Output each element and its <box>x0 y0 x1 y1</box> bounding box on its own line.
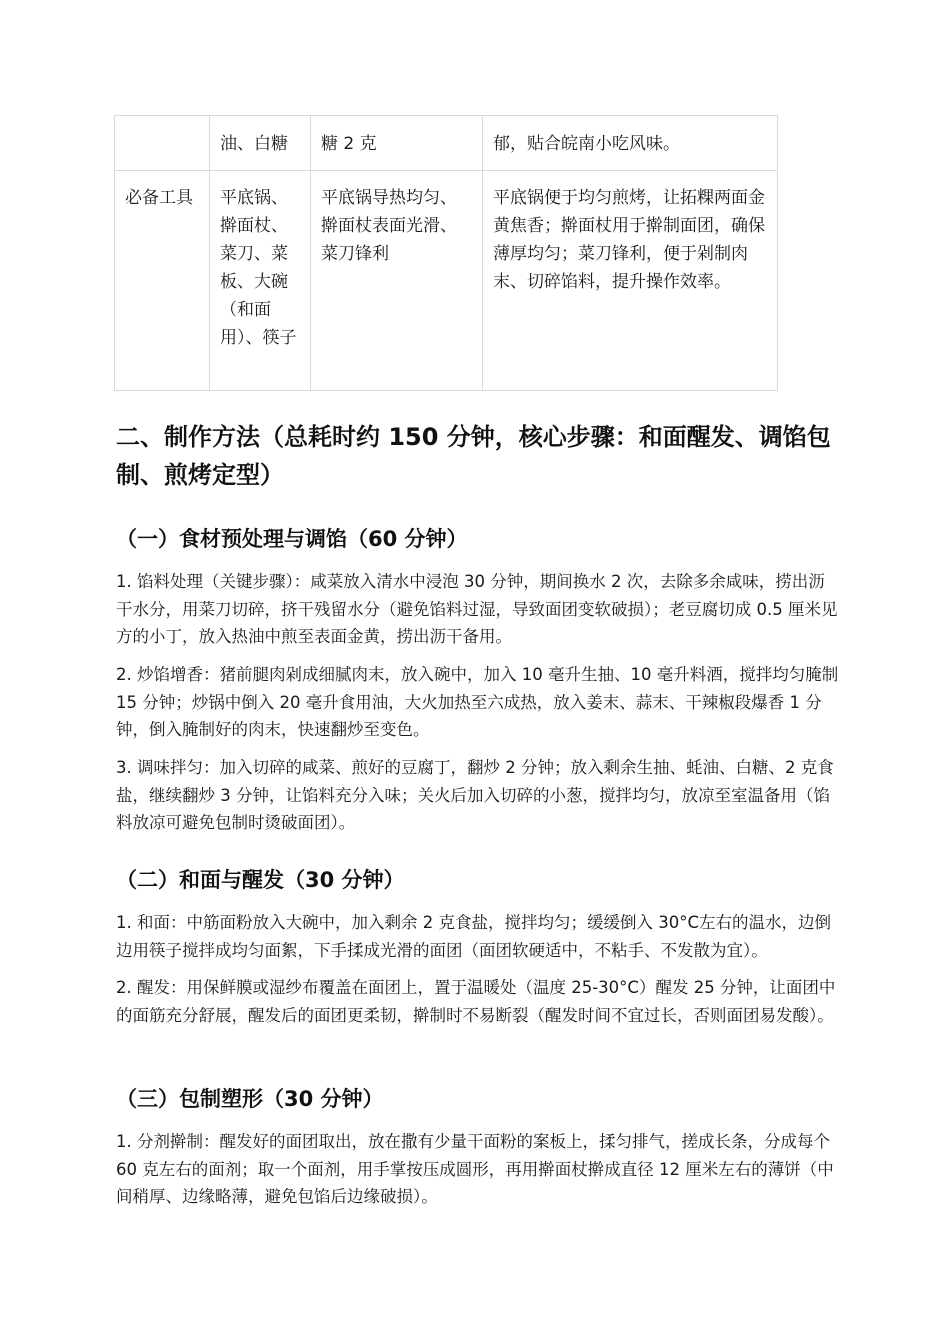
table-cell: 平底锅导热均匀、擀面杖表面光滑、菜刀锋利 <box>311 171 483 391</box>
table-cell-category: 必备工具 <box>115 171 210 391</box>
ingredients-tools-table <box>114 115 778 391</box>
step-paragraph: 1. 馅料处理（关键步骤）：咸菜放入清水中浸泡 30 分钟，期间换水 2 次，去除多余咸味，捞出沥干水分，用菜刀切碎，挤干残留水分（避免馅料过湿，导致面团变软破损）；老豆腐切成 0.5 厘米见方的小丁，放入热油中煎至表面金黄，捞出沥干备用。 <box>116 572 838 646</box>
step-paragraph: 1. 分剂擀制：醒发好的面团取出，放在撒有少量干面粉的案板上，揉匀排气，搓成长条，分成每个 60 克左右的面剂；取一个面剂，用手掌按压成圆形，再用擀面杖擀成直径 12 厘米左右的薄饼（中间稍厚、边缘略薄，避免包馅后边缘破损）。 <box>116 1132 834 1206</box>
step-paragraph: 1. 和面：中筋面粉放入大碗中，加入剩余 2 克食盐，搅拌均匀；缓缓倒入 30°C左右的温水，边倒边用筷子搅拌成均匀面絮，下手揉成光滑的面团（面团软硬适中，不粘手、不发散为宜）。 <box>116 913 831 960</box>
section-heading: 二、制作方法（总耗时约 150 分钟，核心步骤：和面醒发、调馅包制、煎烤定型） <box>116 423 831 489</box>
step-paragraph: 3. 调味拌匀：加入切碎的咸菜、煎好的豆腐丁，翻炒 2 分钟；放入剩余生抽、蚝油、白糖、2 克食盐，继续翻炒 3 分钟，让馅料充分入味；关火后加入切碎的小葱，搅拌均匀，放凉至室温备用（馅料放凉可避免包制时烫破面团）。 <box>116 758 834 832</box>
table-row <box>115 116 778 171</box>
table-cell: 油、白糖 <box>210 116 311 171</box>
subsection-heading: （三）包制塑形（30 分钟） <box>116 1087 384 1111</box>
subsection-heading: （一）食材预处理与调馅（60 分钟） <box>116 527 468 551</box>
table-cell: 平底锅便于均匀煎烤，让拓粿两面金黄焦香；擀面杖用于擀制面团，确保薄厚均匀；菜刀锋利，便于剁制肉末、切碎馅料，提升操作效率。 <box>483 171 778 391</box>
table-row <box>115 171 778 391</box>
table-cell: 平底锅、擀面杖、菜刀、菜板、大碗（和面用）、筷子 <box>210 171 311 391</box>
step-paragraph: 2. 醒发：用保鲜膜或湿纱布覆盖在面团上，置于温暖处（温度 25-30°C）醒发 25 分钟，让面团中的面筋充分舒展，醒发后的面团更柔韧，擀制时不易断裂（醒发时间不宜过长，否则面团易发酸）。 <box>116 978 836 1025</box>
table-cell: 郁，贴合皖南小吃风味。 <box>483 116 778 171</box>
step-paragraph: 2. 炒馅增香：猪前腿肉剁成细腻肉末，放入碗中，加入 10 毫升生抽、10 毫升料酒，搅拌均匀腌制 15 分钟；炒锅中倒入 20 毫升食用油，大火加热至六成热，放入姜末、蒜末、干辣椒段爆香 1 分钟，倒入腌制好的肉末，快速翻炒至变色。 <box>116 665 839 739</box>
table-cell: 糖 2 克 <box>311 116 483 171</box>
table-cell <box>115 116 210 171</box>
subsection-heading: （二）和面与醒发（30 分钟） <box>116 868 405 892</box>
